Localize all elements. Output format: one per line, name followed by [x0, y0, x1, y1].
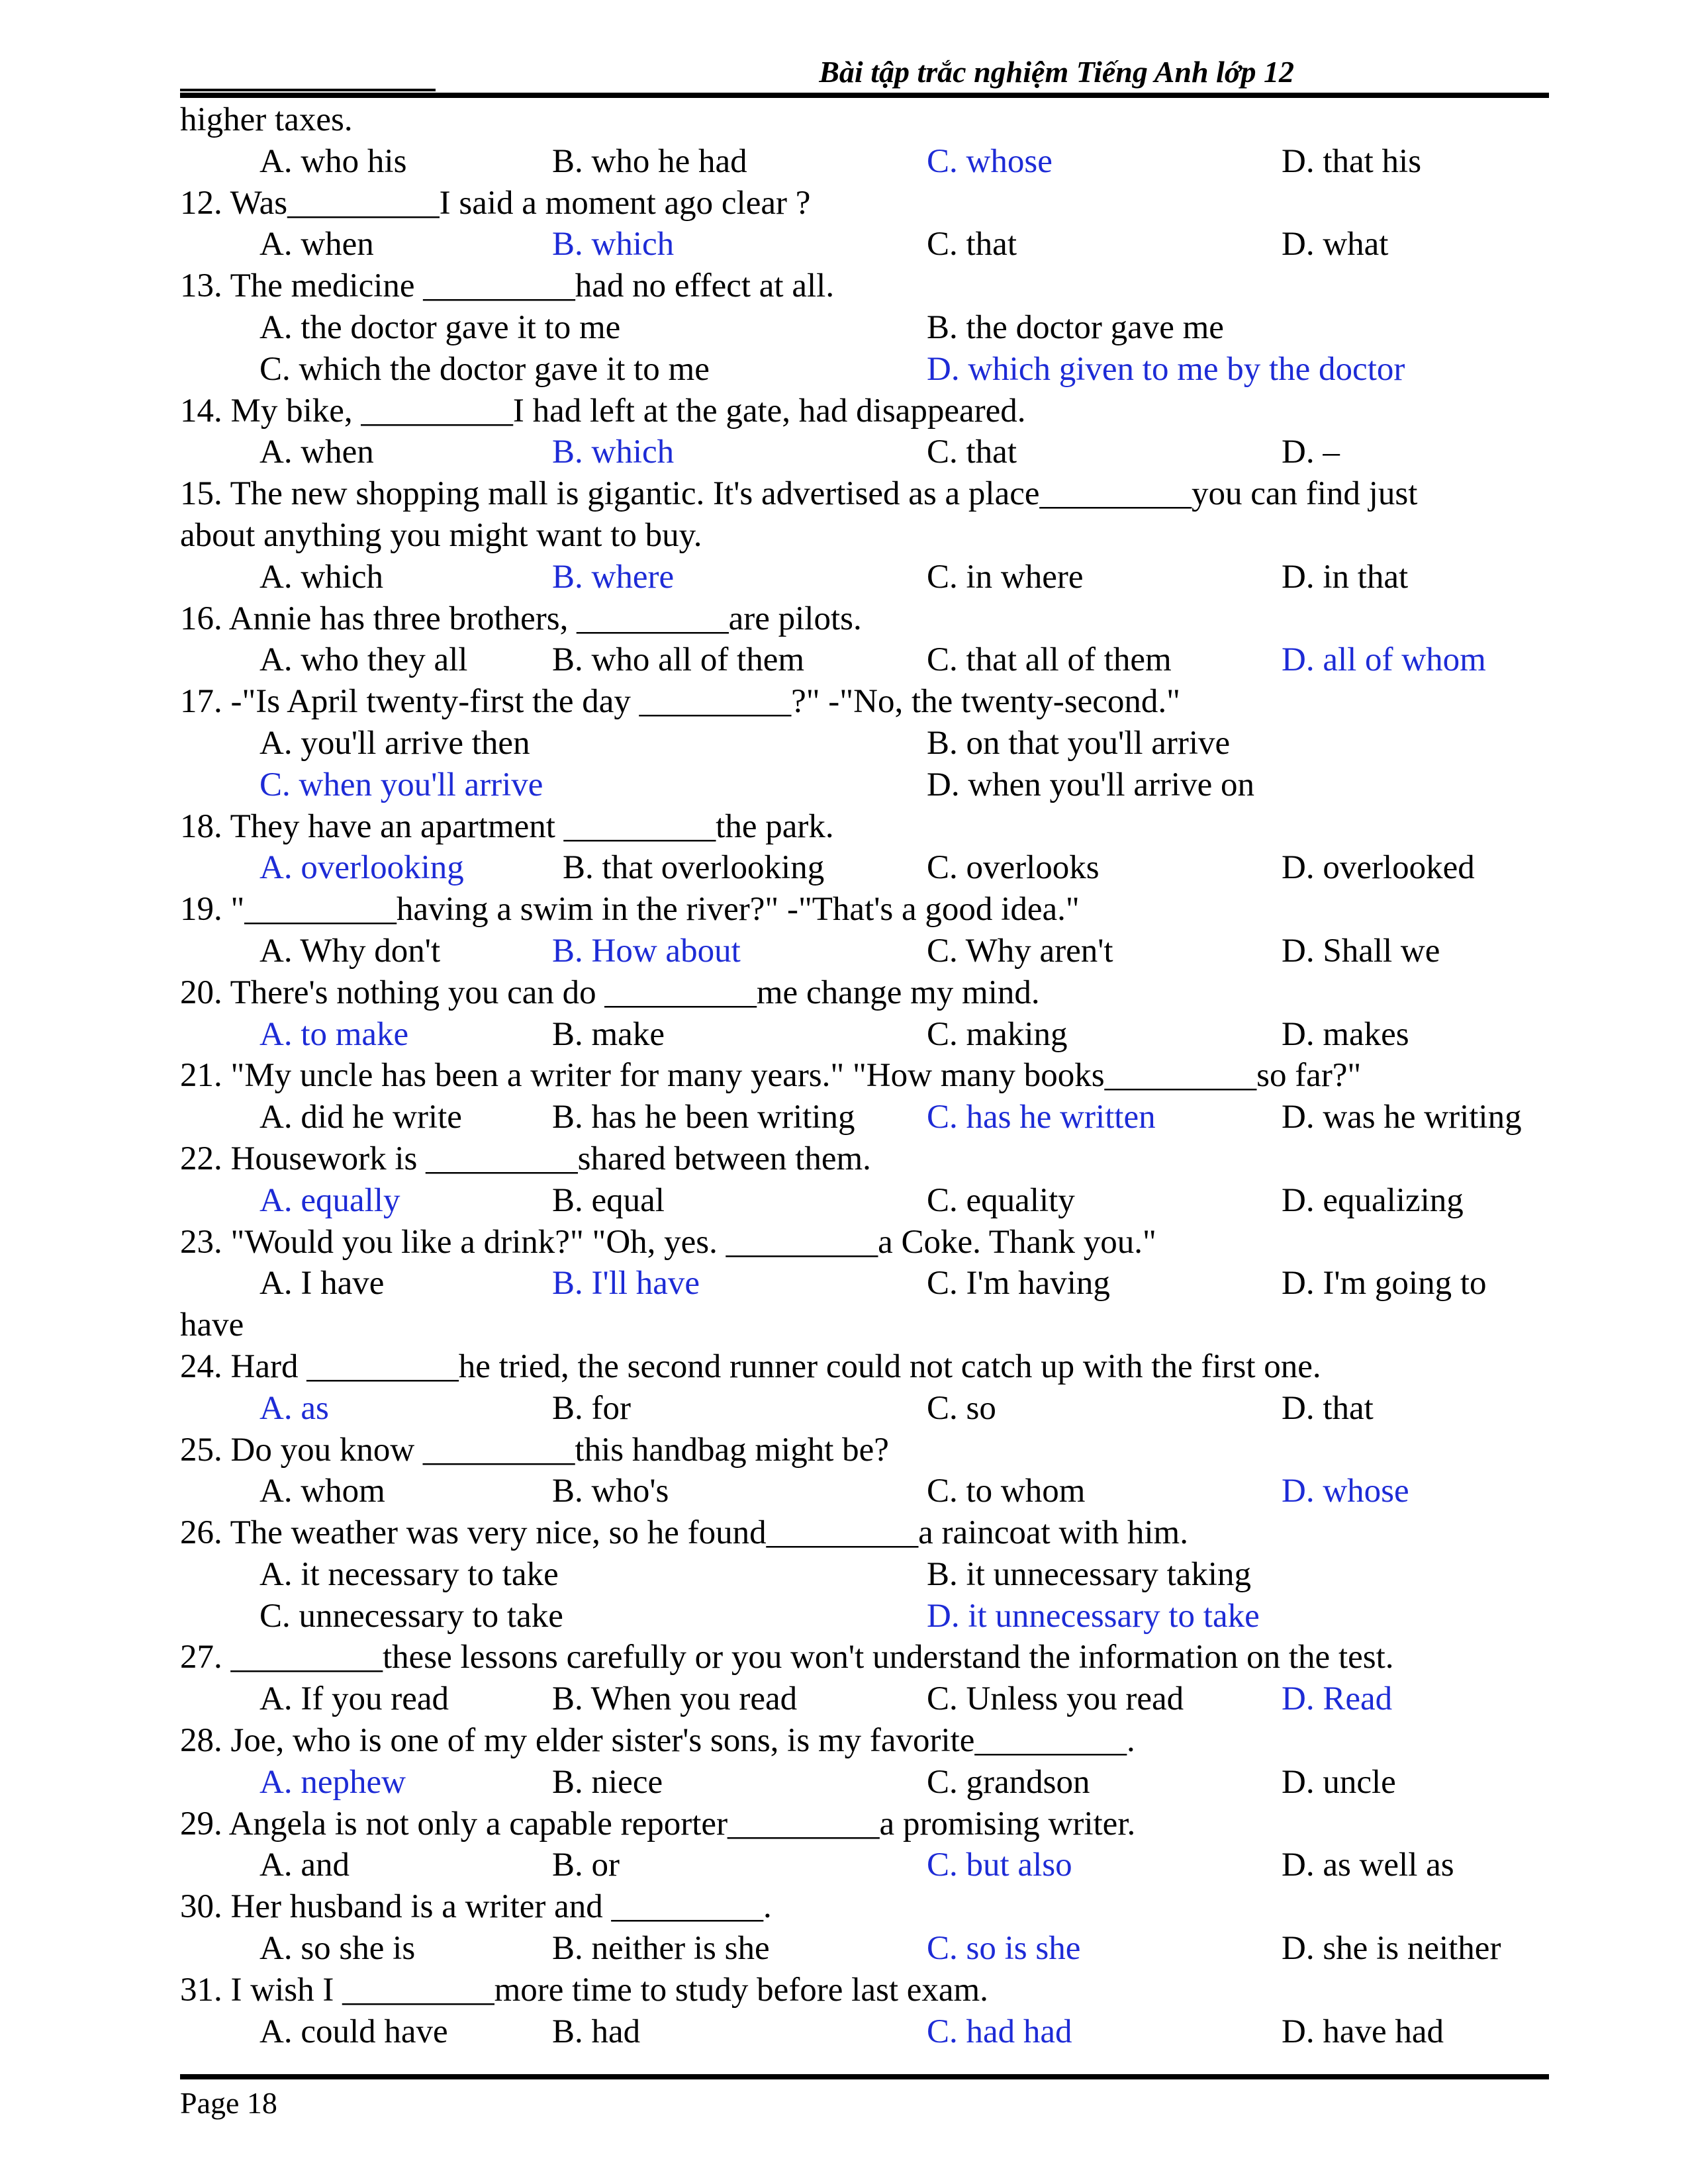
question-block	[180, 183, 1549, 266]
question-stem-line	[180, 265, 1549, 307]
options-row	[180, 1471, 1549, 1512]
answer-option-correct: C. had had	[927, 2013, 1072, 2050]
question-block	[180, 681, 1549, 805]
options-row	[180, 432, 1549, 473]
answer-option: B. on that you'll arrive	[927, 724, 1231, 762]
answer-option: A. you'll arrive then	[259, 724, 530, 762]
question-stem-line	[180, 99, 1549, 141]
options-row	[180, 1263, 1549, 1304]
answer-option: A. whom	[259, 1473, 385, 1510]
answer-option: A. did he write	[259, 1099, 462, 1136]
answer-option-correct: A. as	[259, 1389, 329, 1427]
answer-option: B. for	[552, 1389, 631, 1427]
answer-option: D. when you'll arrive on	[927, 766, 1254, 803]
answer-option-correct: B. where	[552, 558, 675, 596]
answer-option: C. equality	[927, 1181, 1075, 1219]
answer-option: D. as well as	[1282, 1846, 1454, 1884]
question-stem-line	[180, 1346, 1549, 1388]
question-block	[180, 1512, 1549, 1637]
question-block	[180, 1138, 1549, 1222]
answer-option: A. which	[259, 558, 383, 596]
answer-option: D. was he writing	[1282, 1099, 1522, 1136]
question-block	[180, 1886, 1549, 1970]
options-row	[180, 224, 1549, 265]
options-row	[180, 1678, 1549, 1720]
answer-option: C. Unless you read	[927, 1680, 1184, 1718]
options-row	[180, 1388, 1549, 1430]
question-block	[180, 390, 1549, 474]
question-text: 23. "Would you like a drink?" "Oh, yes. _________a Coke. Thank you."	[180, 1223, 1156, 1261]
options-row	[180, 764, 1549, 806]
answer-option: A. the doctor gave it to me	[259, 308, 621, 346]
question-stem-line	[180, 1886, 1549, 1928]
answer-option: B. the doctor gave me	[927, 308, 1224, 346]
question-text: 20. There's nothing you can do _________me change my mind.	[180, 974, 1040, 1011]
options-row	[180, 1014, 1549, 1056]
answer-option-correct: D. Read	[1282, 1680, 1393, 1718]
question-stem-line	[180, 390, 1549, 432]
answer-option: B. who he had	[552, 142, 747, 180]
answer-option: B. who's	[552, 1473, 669, 1510]
answer-option-correct: B. which	[552, 433, 675, 471]
answer-option-correct: D. all of whom	[1282, 641, 1486, 679]
answer-option: B. neither is she	[552, 1930, 770, 1968]
answer-option: C. that	[927, 226, 1017, 263]
question-text: 24. Hard _________he tried, the second runner could not catch up with the first one.	[180, 1347, 1321, 1385]
answer-option: A. so she is	[259, 1930, 416, 1968]
header-title: Bài tập trắc nghiệm Tiếng Anh lớp 12	[819, 55, 1294, 89]
answer-option: C. which the doctor gave it to me	[259, 350, 710, 388]
answer-option-correct: D. which given to me by the doctor	[927, 350, 1405, 388]
answer-option: C. to whom	[927, 1473, 1086, 1510]
answer-option: B. had	[552, 2013, 641, 2050]
answer-option: D. what	[1282, 226, 1389, 263]
question-text: 25. Do you know _________this handbag might be?	[180, 1431, 889, 1469]
answer-option-correct: D. whose	[1282, 1473, 1409, 1510]
question-list	[180, 99, 1549, 2052]
question-block	[180, 99, 1549, 183]
option-wrap-line	[180, 1304, 1549, 1346]
options-row	[180, 1554, 1549, 1596]
answer-option-correct: D. it unnecessary to take	[927, 1597, 1260, 1635]
question-stem-line	[180, 1430, 1549, 1471]
answer-option-correct: C. but also	[927, 1846, 1072, 1884]
question-text: 19. "_________having a swim in the river?" -"That's a good idea."	[180, 891, 1080, 929]
options-row	[180, 1596, 1549, 1637]
options-row	[180, 141, 1549, 183]
answer-option-correct: A. nephew	[259, 1763, 406, 1801]
answer-option: C. that all of them	[927, 641, 1172, 679]
question-block	[180, 806, 1549, 889]
question-stem-line	[180, 1138, 1549, 1180]
question-stem-line	[180, 681, 1549, 723]
answer-option: A. could have	[259, 2013, 448, 2050]
options-row	[180, 1844, 1549, 1886]
answer-option: A. when	[259, 226, 374, 263]
answer-option: C. grandson	[927, 1763, 1090, 1801]
question-stem-line	[180, 1803, 1549, 1845]
question-block	[180, 889, 1549, 972]
answer-option: B. has he been writing	[552, 1099, 855, 1136]
answer-option: C. in where	[927, 558, 1084, 596]
answer-option: D. makes	[1282, 1015, 1409, 1053]
answer-option: C. Why aren't	[927, 932, 1113, 970]
question-text: 12. Was_________I said a moment ago clear ?	[180, 184, 811, 222]
question-text: 27. _________these lessons carefully or you won't understand the information on the test.	[180, 1639, 1394, 1676]
question-stem-line	[180, 1637, 1549, 1678]
question-stem-line	[180, 515, 1549, 557]
answer-option-correct: B. I'll have	[552, 1265, 700, 1302]
answer-option: D. Shall we	[1282, 932, 1440, 970]
question-text: 26. The weather was very nice, so he found_________a raincoat with him.	[180, 1514, 1188, 1552]
options-row	[180, 723, 1549, 764]
question-stem-line	[180, 598, 1549, 640]
answer-option: D. equalizing	[1282, 1181, 1464, 1219]
answer-option-correct: B. How about	[552, 932, 741, 970]
answer-option: A. and	[259, 1846, 350, 1884]
question-text: 29. Angela is not only a capable reporter_________a promising writer.	[180, 1805, 1136, 1843]
question-block	[180, 1720, 1549, 1803]
answer-option: A. If you read	[259, 1680, 449, 1718]
question-text: 14. My bike, _________I had left at the gate, had disappeared.	[180, 392, 1026, 430]
question-text: 13. The medicine _________had no effect at all.	[180, 267, 835, 305]
answer-option-correct: C. whose	[927, 142, 1053, 180]
answer-option: C. unnecessary to take	[259, 1597, 563, 1635]
options-row	[180, 1762, 1549, 1803]
options-row	[180, 847, 1549, 889]
answer-option: D. she is neither	[1282, 1930, 1501, 1968]
answer-option: B. who all of them	[552, 641, 805, 679]
options-row	[180, 1097, 1549, 1138]
question-stem-line	[180, 806, 1549, 848]
question-stem-line	[180, 1222, 1549, 1263]
answer-option: D. that his	[1282, 142, 1422, 180]
answer-option: D. in that	[1282, 558, 1409, 596]
options-row	[180, 931, 1549, 972]
answer-option: B. or	[552, 1846, 620, 1884]
answer-option: C. making	[927, 1015, 1068, 1053]
answer-option-correct: A. equally	[259, 1181, 400, 1219]
question-text: 30. Her husband is a writer and _________.	[180, 1888, 772, 1926]
question-text: 31. I wish I _________more time to study before last exam.	[180, 1971, 988, 2009]
question-text: higher taxes.	[180, 101, 353, 138]
question-stem-line	[180, 889, 1549, 931]
option-continuation: have	[180, 1306, 244, 1344]
question-block	[180, 1055, 1549, 1138]
question-stem-line	[180, 183, 1549, 224]
answer-option: B. equal	[552, 1181, 665, 1219]
question-block	[180, 265, 1549, 390]
answer-option: C. overlooks	[927, 849, 1100, 887]
answer-option-correct: C. has he written	[927, 1099, 1156, 1136]
options-row	[180, 307, 1549, 349]
answer-option: D. overlooked	[1282, 849, 1475, 887]
answer-option-correct: A. to make	[259, 1015, 409, 1053]
question-text: 22. Housework is _________shared between them.	[180, 1140, 871, 1177]
question-block	[180, 1970, 1549, 2053]
answer-option: A. I have	[259, 1265, 385, 1302]
question-stem-line	[180, 1720, 1549, 1762]
question-block	[180, 1430, 1549, 1513]
page-number: Page 18	[180, 2086, 277, 2120]
question-block	[180, 598, 1549, 682]
answer-option: A. Why don't	[259, 932, 441, 970]
question-text: 28. Joe, who is one of my elder sister's sons, is my favorite_________.	[180, 1722, 1135, 1760]
options-row	[180, 639, 1549, 681]
answer-option: C. that	[927, 433, 1017, 471]
question-block	[180, 972, 1549, 1056]
question-block	[180, 1346, 1549, 1430]
answer-option: D. uncle	[1282, 1763, 1396, 1801]
question-stem-line	[180, 972, 1549, 1014]
answer-option-correct: B. which	[552, 226, 675, 263]
answer-option: D. –	[1282, 433, 1340, 471]
answer-option: D. I'm going to	[1282, 1265, 1487, 1302]
answer-option-correct: C. when you'll arrive	[259, 766, 543, 803]
question-block	[180, 1222, 1549, 1346]
answer-option: A. who his	[259, 142, 407, 180]
question-block	[180, 473, 1549, 598]
answer-option: B. that overlooking	[563, 849, 825, 887]
question-text: 21. "My uncle has been a writer for many years." "How many books_________so far?"	[180, 1057, 1362, 1095]
answer-option: A. it necessary to take	[259, 1555, 559, 1593]
question-text: about anything you might want to buy.	[180, 516, 702, 554]
question-stem-line	[180, 473, 1549, 515]
options-row	[180, 349, 1549, 390]
options-row	[180, 1180, 1549, 1222]
options-row	[180, 1928, 1549, 1970]
question-block	[180, 1637, 1549, 1720]
answer-option: B. When you read	[552, 1680, 798, 1718]
question-stem-line	[180, 1055, 1549, 1097]
question-block	[180, 1803, 1549, 1887]
question-stem-line	[180, 1512, 1549, 1554]
answer-option: B. make	[552, 1015, 665, 1053]
answer-option: B. niece	[552, 1763, 663, 1801]
answer-option: C. so	[927, 1389, 996, 1427]
answer-option: A. when	[259, 433, 374, 471]
question-text: 18. They have an apartment _________the park.	[180, 807, 834, 845]
answer-option-correct: C. so is she	[927, 1930, 1081, 1968]
question-text: 16. Annie has three brothers, _________are pilots.	[180, 600, 862, 637]
answer-option: C. I'm having	[927, 1265, 1110, 1302]
header-rule	[180, 93, 1549, 98]
options-row	[180, 2011, 1549, 2053]
header-rule-short	[180, 89, 436, 91]
answer-option: D. that	[1282, 1389, 1374, 1427]
options-row	[180, 557, 1549, 598]
answer-option: B. it unnecessary taking	[927, 1555, 1252, 1593]
footer-rule	[180, 2074, 1549, 2079]
question-text: 17. -"Is April twenty-first the day _________?" -"No, the twenty-second."	[180, 683, 1180, 721]
answer-option: A. who they all	[259, 641, 468, 679]
answer-option: D. have had	[1282, 2013, 1444, 2050]
answer-option-correct: A. overlooking	[259, 849, 464, 887]
question-stem-line	[180, 1970, 1549, 2011]
question-text: 15. The new shopping mall is gigantic. It's advertised as a place_________you can find just	[180, 475, 1418, 513]
